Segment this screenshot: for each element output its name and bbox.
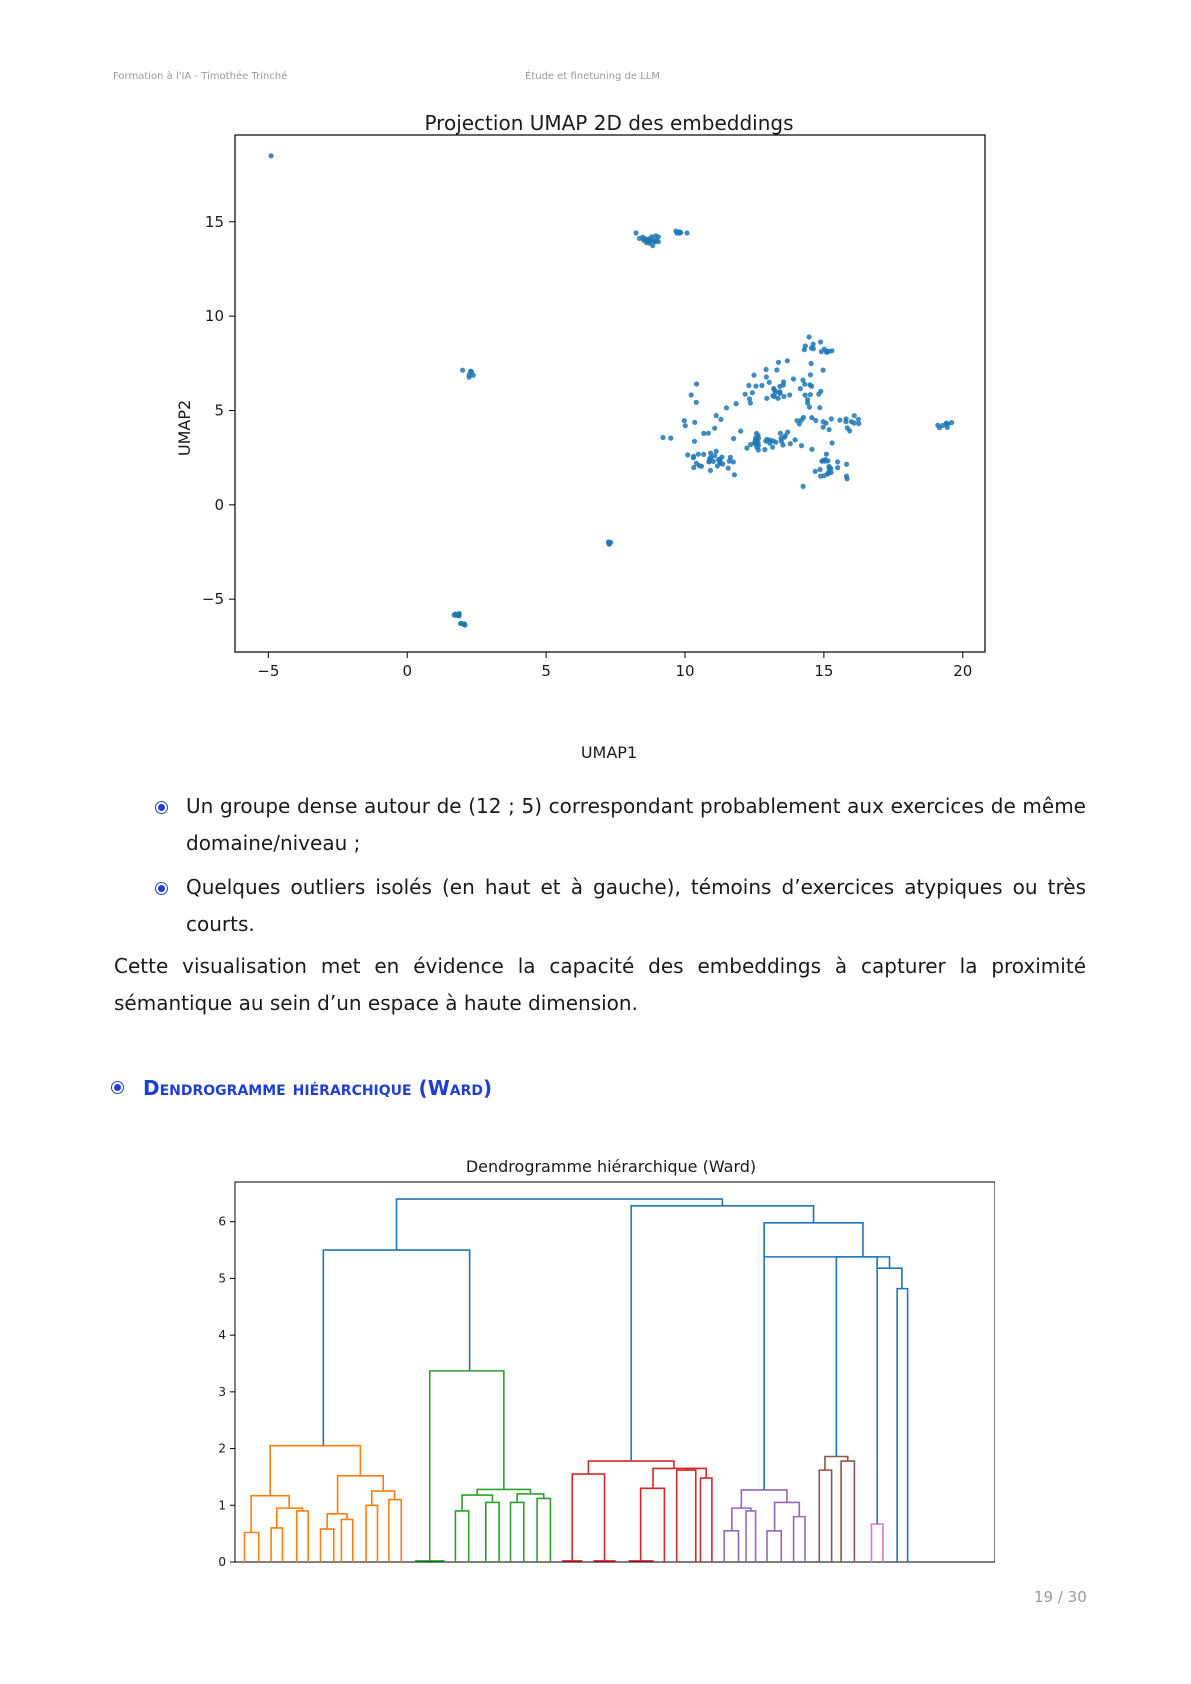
dendrogram-chart bbox=[195, 1148, 995, 1568]
umap-point bbox=[694, 400, 699, 405]
umap-point bbox=[813, 469, 818, 474]
umap-point bbox=[785, 358, 790, 363]
bullet-icon bbox=[158, 885, 165, 892]
umap-plot-frame bbox=[235, 135, 985, 652]
umap-point bbox=[945, 425, 950, 430]
umap-point bbox=[781, 383, 786, 388]
dendro-link bbox=[841, 1461, 854, 1562]
dendro-link bbox=[338, 1476, 384, 1514]
umap-xlabel: UMAP1 bbox=[580, 743, 638, 762]
umap-point bbox=[743, 392, 748, 397]
dendro-link bbox=[537, 1498, 550, 1562]
umap-point bbox=[731, 459, 736, 464]
umap-point bbox=[685, 452, 690, 457]
umap-point bbox=[607, 541, 612, 546]
umap-x-tick-label: 20 bbox=[953, 662, 973, 680]
umap-point bbox=[798, 386, 803, 391]
dendro-link bbox=[430, 1371, 504, 1561]
umap-point bbox=[807, 334, 812, 339]
umap-point bbox=[809, 345, 814, 350]
umap-point bbox=[776, 396, 781, 401]
umap-x-tick-label: 0 bbox=[402, 662, 412, 680]
umap-chart-title: Projection UMAP 2D des embeddings bbox=[424, 111, 794, 135]
dendro-link bbox=[372, 1491, 395, 1505]
umap-point bbox=[809, 361, 814, 366]
dendro-link bbox=[297, 1511, 308, 1562]
section-bullet-icon bbox=[114, 1084, 121, 1091]
umap-point bbox=[788, 441, 793, 446]
dendro-link bbox=[825, 1457, 848, 1471]
dendro-link bbox=[389, 1500, 401, 1562]
umap-point bbox=[763, 439, 768, 444]
umap-point bbox=[691, 465, 696, 470]
umap-point bbox=[682, 418, 687, 423]
umap-point bbox=[759, 383, 764, 388]
umap-point bbox=[692, 420, 697, 425]
umap-point bbox=[633, 230, 638, 235]
umap-point bbox=[773, 440, 778, 445]
umap-point bbox=[802, 382, 807, 387]
dendro-link bbox=[270, 1446, 360, 1496]
dendro-y-tick-label: 4 bbox=[218, 1328, 226, 1343]
umap-point bbox=[829, 416, 834, 421]
dendro-link bbox=[746, 1511, 756, 1562]
dendro-link bbox=[271, 1528, 282, 1562]
umap-point bbox=[781, 394, 786, 399]
umap-point bbox=[732, 472, 737, 477]
umap-x-tick-label: 15 bbox=[814, 662, 834, 680]
dendro-link bbox=[794, 1517, 805, 1562]
umap-point bbox=[469, 369, 474, 374]
dendro-link bbox=[724, 1531, 738, 1562]
umap-point bbox=[774, 367, 779, 372]
bullet-icon bbox=[158, 804, 165, 811]
umap-point bbox=[714, 449, 719, 454]
umap-point bbox=[824, 452, 829, 457]
umap-point bbox=[653, 239, 658, 244]
umap-point bbox=[706, 431, 711, 436]
dendro-y-tick-label: 5 bbox=[218, 1271, 226, 1286]
umap-point bbox=[824, 421, 829, 426]
umap-point bbox=[844, 462, 849, 467]
umap-point bbox=[734, 401, 739, 406]
dendro-link bbox=[701, 1478, 712, 1562]
umap-point bbox=[823, 457, 828, 462]
umap-point bbox=[852, 413, 857, 418]
umap-point bbox=[750, 390, 755, 395]
umap-point bbox=[711, 459, 716, 464]
umap-point bbox=[753, 441, 758, 446]
dendro-link bbox=[511, 1502, 524, 1562]
umap-point bbox=[649, 234, 654, 239]
umap-point bbox=[843, 419, 848, 424]
umap-point bbox=[808, 392, 813, 397]
umap-point bbox=[778, 431, 783, 436]
umap-point bbox=[677, 229, 682, 234]
umap-point bbox=[827, 466, 832, 471]
umap-point bbox=[748, 400, 753, 405]
umap-scatter-chart bbox=[160, 108, 1000, 768]
dendro-link bbox=[653, 1468, 696, 1488]
bullet-text: Quelques outliers isolés (en haut et à gauche), témoins d’exercices atypiques ou très courts. bbox=[186, 875, 1086, 936]
dendro-link bbox=[677, 1470, 696, 1562]
umap-point bbox=[787, 392, 792, 397]
dendro-link bbox=[588, 1461, 674, 1474]
umap-point bbox=[724, 405, 729, 410]
umap-point bbox=[818, 474, 823, 479]
umap-point bbox=[821, 368, 826, 373]
umap-point bbox=[807, 405, 812, 410]
umap-point bbox=[762, 447, 767, 452]
umap-point bbox=[799, 443, 804, 448]
dendro-link bbox=[366, 1505, 377, 1562]
umap-point bbox=[691, 454, 696, 459]
dendro-link bbox=[327, 1514, 347, 1529]
umap-point bbox=[696, 452, 701, 457]
umap-y-tick-label: 10 bbox=[204, 307, 224, 326]
umap-point bbox=[809, 384, 814, 389]
umap-point bbox=[712, 426, 717, 431]
dendro-link bbox=[572, 1474, 604, 1561]
dendro-link bbox=[251, 1496, 289, 1533]
umap-point bbox=[799, 418, 804, 423]
umap-x-tick-label: −5 bbox=[257, 662, 280, 680]
header-left-text: Formation à l'IA - Timothée Trinché bbox=[113, 71, 288, 82]
umap-y-tick-label: 5 bbox=[214, 401, 224, 420]
bullet-item bbox=[158, 869, 1086, 943]
dendro-y-tick-label: 0 bbox=[218, 1555, 226, 1568]
umap-point bbox=[744, 445, 749, 450]
umap-point bbox=[776, 360, 781, 365]
umap-point bbox=[801, 484, 806, 489]
umap-ylabel: UMAP2 bbox=[175, 399, 194, 457]
dendro-link bbox=[486, 1502, 499, 1562]
umap-point bbox=[779, 439, 784, 444]
umap-point bbox=[456, 613, 461, 618]
umap-x-tick-label: 5 bbox=[541, 662, 551, 680]
dendro-link bbox=[764, 1257, 877, 1524]
umap-point bbox=[461, 622, 466, 627]
umap-point bbox=[809, 447, 814, 452]
umap-point bbox=[829, 348, 834, 353]
dendro-link bbox=[641, 1488, 665, 1562]
umap-point bbox=[835, 459, 840, 464]
header-center-text: Étude et finetuning de LLM bbox=[525, 71, 660, 82]
umap-point bbox=[452, 612, 457, 617]
umap-point bbox=[818, 467, 823, 472]
umap-point bbox=[701, 431, 706, 436]
umap-point bbox=[856, 417, 861, 422]
umap-point bbox=[720, 462, 725, 467]
umap-point bbox=[818, 339, 823, 344]
umap-point bbox=[683, 423, 688, 428]
umap-point bbox=[809, 415, 814, 420]
umap-point bbox=[684, 230, 689, 235]
dendro-link bbox=[764, 1223, 863, 1257]
dendro-plot-frame bbox=[235, 1182, 995, 1562]
umap-point bbox=[694, 381, 699, 386]
umap-point bbox=[819, 349, 824, 354]
umap-point bbox=[803, 393, 808, 398]
dendro-link bbox=[819, 1470, 831, 1562]
umap-point bbox=[764, 374, 769, 379]
umap-point bbox=[817, 405, 822, 410]
umap-y-tick-label: 0 bbox=[214, 495, 224, 514]
umap-point bbox=[802, 347, 807, 352]
dendro-link bbox=[245, 1533, 259, 1562]
dendro-link bbox=[836, 1257, 889, 1457]
umap-point bbox=[767, 380, 772, 385]
umap-point bbox=[668, 436, 673, 441]
dendro-y-tick-label: 2 bbox=[218, 1441, 226, 1456]
umap-point bbox=[764, 396, 769, 401]
umap-point bbox=[825, 350, 830, 355]
umap-point bbox=[849, 419, 854, 424]
umap-point bbox=[692, 439, 697, 444]
section-title: Dendrogramme hiérarchique (Ward) bbox=[143, 1076, 493, 1100]
umap-point bbox=[460, 368, 465, 373]
umap-point bbox=[269, 153, 274, 158]
dendro-y-tick-label: 3 bbox=[218, 1384, 226, 1399]
umap-point bbox=[718, 417, 723, 422]
umap-point bbox=[753, 384, 758, 389]
umap-point bbox=[660, 435, 665, 440]
umap-point bbox=[738, 429, 743, 434]
umap-point bbox=[728, 455, 733, 460]
umap-point bbox=[845, 425, 850, 430]
bullet-list bbox=[158, 788, 1086, 950]
umap-point bbox=[770, 445, 775, 450]
dendro-link bbox=[897, 1289, 907, 1562]
bullet-text: Un groupe dense autour de (12 ; 5) correspondant probablement aux exercices de même domaine/niveau ; bbox=[186, 794, 1086, 855]
section-heading bbox=[114, 1076, 492, 1100]
umap-point bbox=[793, 437, 798, 442]
dendro-link bbox=[767, 1531, 781, 1562]
umap-point bbox=[708, 451, 713, 456]
umap-point bbox=[791, 376, 796, 381]
umap-point bbox=[746, 383, 751, 388]
umap-point bbox=[701, 452, 706, 457]
umap-point bbox=[754, 431, 759, 436]
umap-point bbox=[783, 433, 788, 438]
umap-point bbox=[726, 466, 731, 471]
umap-y-tick-label: −5 bbox=[201, 590, 224, 609]
dendro-link bbox=[631, 1206, 813, 1461]
dendro-link bbox=[321, 1529, 334, 1562]
dendro-y-tick-label: 1 bbox=[218, 1498, 226, 1513]
dendro-y-tick-label: 6 bbox=[218, 1214, 226, 1229]
page-number: 19 / 30 bbox=[1034, 1588, 1087, 1606]
dendro-link bbox=[397, 1199, 723, 1250]
umap-point bbox=[835, 465, 840, 470]
dendro-link bbox=[341, 1519, 352, 1562]
umap-point bbox=[816, 392, 821, 397]
dendro-link bbox=[455, 1511, 468, 1562]
umap-point bbox=[699, 464, 704, 469]
dendro-link bbox=[872, 1524, 883, 1562]
umap-point bbox=[731, 436, 736, 441]
body-paragraph: Cette visualisation met en évidence la capacité des embeddings à capturer la proximité sémantique au sein d’un espace à haute dimension. bbox=[114, 954, 1086, 1015]
umap-x-tick-label: 10 bbox=[675, 662, 695, 680]
umap-point bbox=[753, 436, 758, 441]
umap-point bbox=[751, 373, 756, 378]
umap-point bbox=[764, 367, 769, 372]
umap-point bbox=[827, 427, 832, 432]
dendro-link bbox=[323, 1250, 469, 1446]
umap-point bbox=[805, 397, 810, 402]
umap-point bbox=[830, 440, 835, 445]
umap-point bbox=[777, 389, 782, 394]
dendro-link bbox=[741, 1490, 787, 1508]
umap-point bbox=[714, 413, 719, 418]
umap-point bbox=[845, 476, 850, 481]
umap-point bbox=[837, 418, 842, 423]
umap-point bbox=[644, 240, 649, 245]
umap-point bbox=[689, 392, 694, 397]
umap-y-tick-label: 15 bbox=[204, 212, 224, 231]
dendrogram-title: Dendrogramme hiérarchique (Ward) bbox=[465, 1157, 757, 1176]
bullet-item bbox=[158, 788, 1086, 862]
umap-point bbox=[708, 468, 713, 473]
umap-point bbox=[808, 372, 813, 377]
umap-point bbox=[935, 423, 940, 428]
